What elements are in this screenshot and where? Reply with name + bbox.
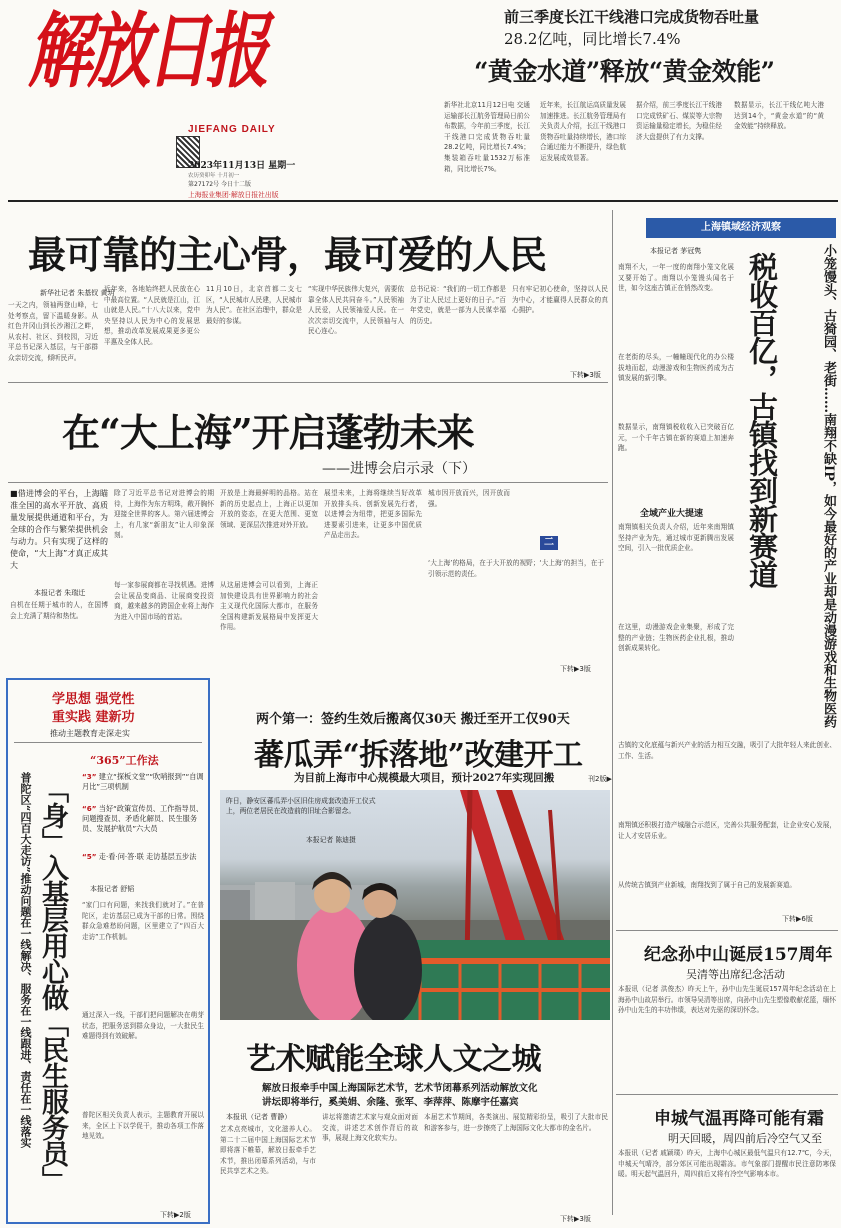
sidebar-column-h: 从传统古镇到产业新城，南翔找到了属于自己的发展新赛道。	[618, 881, 797, 889]
theme-item-2	[82, 804, 204, 834]
ear-headline: “黄金水道”释放“黄金效能”	[474, 57, 775, 86]
ear-kicker-1: 前三季度长江干线港口完成货物吞吐量	[504, 8, 760, 26]
arts-byline: 本报讯（记者 曹静）	[226, 1113, 292, 1121]
divider	[8, 482, 608, 483]
sun-body: 本报讯（记者 洪俊杰）昨天上午，孙中山先生诞辰157周年纪念活动在上海孙中山故居举行。市领导吴清等出席，向孙中山先生塑像敬献花篮，缅怀孙中山先生的丰功伟绩，表达对先驱的深切怀念。	[618, 985, 836, 1015]
sub-column-3b: 从这届进博会可以看到，上海正加快建设具有世界影响力的社会主义现代化国际大都市，在服务全国构建新发展格局中发挥更大作用。	[220, 581, 318, 632]
theme-item-text: 当好“政策宣传员、工作指导员、问题搜查员、矛盾化解员、民生服务员、发展护航员”六大员	[82, 804, 204, 833]
weather-subheadline: 明天回暖，周四前后冷空气又至	[668, 1132, 822, 1145]
sidebar-section-heading: 全域产业大提速	[640, 509, 704, 519]
sub-continued: 下转▶3版	[560, 665, 591, 673]
masthead-publisher: 上海报业集团·解放日报社出版	[188, 191, 279, 199]
arts-deck-2: 讲坛即将举行，奚美娟、余隆、张军、李萍萍、陈摩宇任嘉宾	[262, 1097, 519, 1108]
photo-headline: 蕃瓜弄“拆落地”改建开工	[254, 738, 583, 773]
weather-body: 本报讯（记者 戚颖璞）昨天，上海中心城区最低气温只有12.7℃，今天，申城天气晴冷，部分郊区可能出现霜冻。市气象部门提醒市民注意防寒保暖。明天起气温回升，周四前后又将有冷空气影响本市。	[618, 1149, 836, 1179]
ear-column-4: 数据显示，长江干线亿吨大港达到14个，“黄金水道”的“黄金效能”持续释放。	[734, 101, 824, 131]
sub-column-1a: 自机在任期于城市的人，在国博会上充满了期待和热忱。	[10, 601, 108, 620]
lead-column-1: 一天之内，领袖两登山峰，七处考察点，留下温暖身影。从红色井冈山到长沙湘江之畔，从农村、社区、到校园，习近平总书记深入基层，与干部群众亲切交流，倾听民声。	[8, 301, 98, 362]
theme-slogan-3: 推动主题教育走深走实	[50, 729, 130, 738]
sidebar-continued: 下转▶6版	[782, 915, 813, 923]
arts-column-2: 讲坛将邀请艺术家与观众面对面交流，讲述艺术创作背后的故事，展现上海文化软实力。	[322, 1113, 418, 1143]
sidebar-column-d: 南翔镇相关负责人介绍，近年来南翔镇坚持产业为先，通过城市更新腾出发展空间，引入一批优质企业。	[618, 523, 734, 553]
sub-deck: ——进博会启示录（下）	[322, 461, 476, 477]
news-photo	[220, 790, 610, 1020]
lead-column-6: 只有牢记初心使命，坚持以人民为中心，才能赢得人民群众的真心拥护。	[512, 285, 608, 315]
sidebar-column-f: 古镇的文化底蕴与新兴产业的活力相互交融，吸引了大批年轻人来此创业、工作、生活。	[618, 741, 836, 760]
weather-headline: 申城气温再降可能有霜	[654, 1109, 824, 1129]
sub-column-2b: 每一家参展商都在寻找机遇。进博会让展品变商品、让展商变投资商，越来越多的跨国企业将上海作为进入中国市场的首站。	[114, 581, 214, 621]
lead-headline: 最可靠的主心骨，最可爱的人民	[28, 232, 547, 277]
lead-byline: 新华社记者 朱基钗 黄玥	[40, 289, 115, 297]
sun-subheadline: 吴清等出席纪念活动	[686, 968, 785, 981]
lead-column-3: 11月10日，北京首都二支七区，“人民城市人民建，人民城市为人民”。在社区治理中，群众是最好的参谋。	[206, 285, 302, 325]
sub-column-5b: ‘大上海’的格局，在于大开放的视野；‘大上海’的担当，在于引领示范的责任。	[428, 559, 604, 578]
masthead-pinyin: JIEFANG DAILY	[188, 124, 276, 135]
theme-item-number: “3”	[82, 772, 97, 781]
divider	[14, 742, 202, 743]
section-marker: 二	[540, 536, 558, 550]
sidebar-box-label: 上海镇域经济观察	[646, 218, 836, 238]
construction-site-graphic	[220, 790, 610, 1020]
theme-body-1: “家门口有问题，来找我们就对了。”在普陀区，走访基层已成为干部的日常。围绕群众急难愁盼问题，区里建立了“四百大走访”工作机制。	[82, 901, 204, 941]
divider	[616, 1094, 838, 1095]
photo-credit: 本报记者 陈迪摄	[306, 836, 356, 844]
arts-column-1: 艺术点亮城市，文化滋养人心。第二十二届中国上海国际艺术节即将落下帷幕，解放日报牵手艺术节，推出闭幕系列活动，与市民共享艺术之美。	[220, 1125, 316, 1176]
sub-column-4a: 展望未来，上海将继续当好改革开放排头兵、创新发展先行者，以进博会为纽带，把更多国际先进要素引进来，让更多中国优质产品走出去。	[324, 489, 422, 540]
sub-byline: 本报记者 朱瑞迁	[34, 589, 86, 597]
sun-headline: 纪念孙中山诞辰157周年	[644, 945, 833, 965]
sidebar-kicker: 小笼馒头、古猗园、老街……南翔不缺IP，如今最好的产业却是动漫游戏和生物医药	[821, 244, 836, 728]
sidebar-headline: 税收百亿，古镇找到新赛道	[745, 252, 779, 588]
sidebar-column-g: 南翔镇还积极打造产城融合示范区，完善公共服务配套，让企业安心发展，让人才安居乐业。	[618, 821, 836, 840]
masthead-lunar: 农历癸卯年 十月初一	[188, 173, 240, 179]
sidebar-byline: 本报记者 茅冠隽	[650, 247, 702, 255]
lead-continued: 下转▶3版	[570, 371, 601, 379]
theme-slogan-2: 重实践 建新功	[52, 710, 135, 725]
divider	[8, 200, 838, 202]
sidebar-column-b: 在老街的尽头，一幢幢现代化的办公楼拔地而起，动漫游戏和生物医药成为古镇发展的新引擎。	[618, 353, 734, 383]
sidebar-column-e: 在这里，动漫游戏企业集聚，形成了完整的产业链；生物医药企业扎根，推动创新成果转化。	[618, 623, 734, 653]
sub-column-5a: 城市因开放而兴，因开放而强。	[428, 489, 510, 508]
theme-item-number: “5”	[82, 852, 97, 861]
masthead	[28, 4, 296, 199]
photo-caption: 昨日，静安区蕃瓜弄小区旧住房成套改造开工仪式上，两位老居民在改造前的旧址合影留念。	[226, 797, 376, 815]
theme-item-text: 走·看·问·答·联 走访基层五步法	[98, 852, 197, 861]
theme-headline: 「身」入基层用心做「民生服务员」	[37, 776, 68, 1192]
sub-column-3a: 开放是上海最鲜明的品格。站在新的历史起点上，上海正以更加开放的姿态，在更大范围、更宽领域、更深层次推进对外开放。	[220, 489, 318, 529]
theme-item-number: “6”	[82, 804, 97, 813]
arts-headline: 艺术赋能全球人文之城	[246, 1042, 541, 1077]
theme-section-heading: “365”工作法	[90, 754, 159, 767]
theme-continued: 下转▶2版	[160, 1211, 191, 1219]
arts-deck-1: 解放日报牵手中国上海国际艺术节，艺术节闭幕系列活动解放文化	[262, 1083, 538, 1094]
divider	[612, 210, 613, 1215]
sub-column-2a: 除了习近平总书记对进博会的期待，上海作为东方明珠，敞开胸怀迎接全世界的客人。第六届进博会上，有几家“新朋友”让人印象深刻。	[114, 489, 214, 540]
divider	[616, 930, 838, 931]
photo-continued: 刊2版▶	[588, 775, 612, 783]
ear-kicker-2: 28.2亿吨，同比增长7.4%	[504, 30, 681, 48]
lead-column-5: 总书记说：“我们的一切工作都是为了让人民过上更好的日子。”百年党史，就是一部为人民谋幸福的历史。	[410, 285, 506, 325]
sidebar-column-a: 南翔不大，一年一度的南翔小笼文化展又要开始了。南翔以小笼馒头闻名于世，如今这座古镇正在悄然改变。	[618, 263, 734, 293]
ear-column-1: 新华社北京11月12日电 交通运输部长江航务管理局日前公布数据，今年前三季度，长江干线港口完成货物吞吐量28.2亿吨，同比增长7.4%；集装箱吞吐量1532万标准箱，同比增长7%。	[444, 101, 530, 173]
theme-item-text: 建立“探板文堂”“吹哨报到”“自调月比”三项机制	[82, 772, 204, 791]
theme-body-3: 普陀区相关负责人表示，主题教育开展以来，全区上下以学促干，推动各项工作落地见效。	[82, 1111, 204, 1141]
masthead-date: 2023年11月13日 星期一	[188, 161, 296, 171]
divider	[8, 382, 608, 383]
ear-column-2: 近年来，长江航运高质量发展加速推进。长江航务管理局有关负责人介绍，长江干线港口货物吞吐量持续增长，港口综合通过能力不断提升，绿色航运发展成效显著。	[540, 101, 626, 162]
arts-continued: 下转▶3版	[560, 1215, 591, 1223]
ear-column-3: 据介绍，前三季度长江干线港口完成铁矿石、煤炭等大宗物资运输量稳定增长，为稳住经济大盘提供了有力支撑。	[636, 101, 722, 141]
theme-item-3	[82, 852, 204, 862]
lead-column-4: “实现中华民族伟大复兴，需要依靠全体人民共同奋斗。”人民领袖人民爱，人民领袖爱人民。在一次次亲切交流中，人民领袖与人民心连心。	[308, 285, 404, 336]
theme-slogan-1: 学思想 强党性	[52, 692, 135, 707]
masthead-issue: 第27172号 今日十二版	[188, 181, 251, 188]
theme-byline: 本报记者 舒韬	[90, 885, 135, 893]
theme-item-1	[82, 772, 204, 792]
lead-column-2: 近年来，各地始终把人民放在心中最高位置。“人民就是江山，江山就是人民。”十八大以来，党中央坚持以人民为中心的发展思想，推动改革发展成果更多更公平惠及全体人民。	[104, 285, 200, 346]
sub-headline: 在“大上海”开启蓬勃未来	[62, 410, 474, 455]
theme-kicker: 普陀区“四百大走访”推动问题在一线解决、服务在一线跟进、责任在一线落实	[19, 772, 32, 1148]
masthead-title: 解放日报	[28, 4, 264, 101]
arts-column-3: 本届艺术节期间，各类演出、展览精彩纷呈，吸引了大批市民和游客参与，进一步擦亮了上海国际文化大都市的金名片。	[424, 1113, 608, 1132]
sub-lead-summary: ■借进博会的平台，上海瞄准全国的高水平开放、高质量发展提供通道和平台，为全球的合作与繁荣提供机会与动力。只有实现了这样的使命，“大上海”才真正成其大	[10, 489, 108, 570]
photo-deck: 为目前上海市中心规模最大项目，预计2027年实现回搬	[294, 772, 555, 784]
ear-story	[444, 6, 836, 196]
sidebar-column-c: 数据显示，南翔镇税收收入已突破百亿元，一个千年古镇在新的赛道上加速奔跑。	[618, 423, 734, 453]
photo-kicker: 两个第一：签约生效后搬离仅30天 搬迁至开工仅90天	[256, 712, 570, 727]
theme-body-2: 通过深入一线，干部们把问题解决在萌芽状态，把服务送到群众身边，一大批民生难题得到有效破解。	[82, 1011, 204, 1041]
